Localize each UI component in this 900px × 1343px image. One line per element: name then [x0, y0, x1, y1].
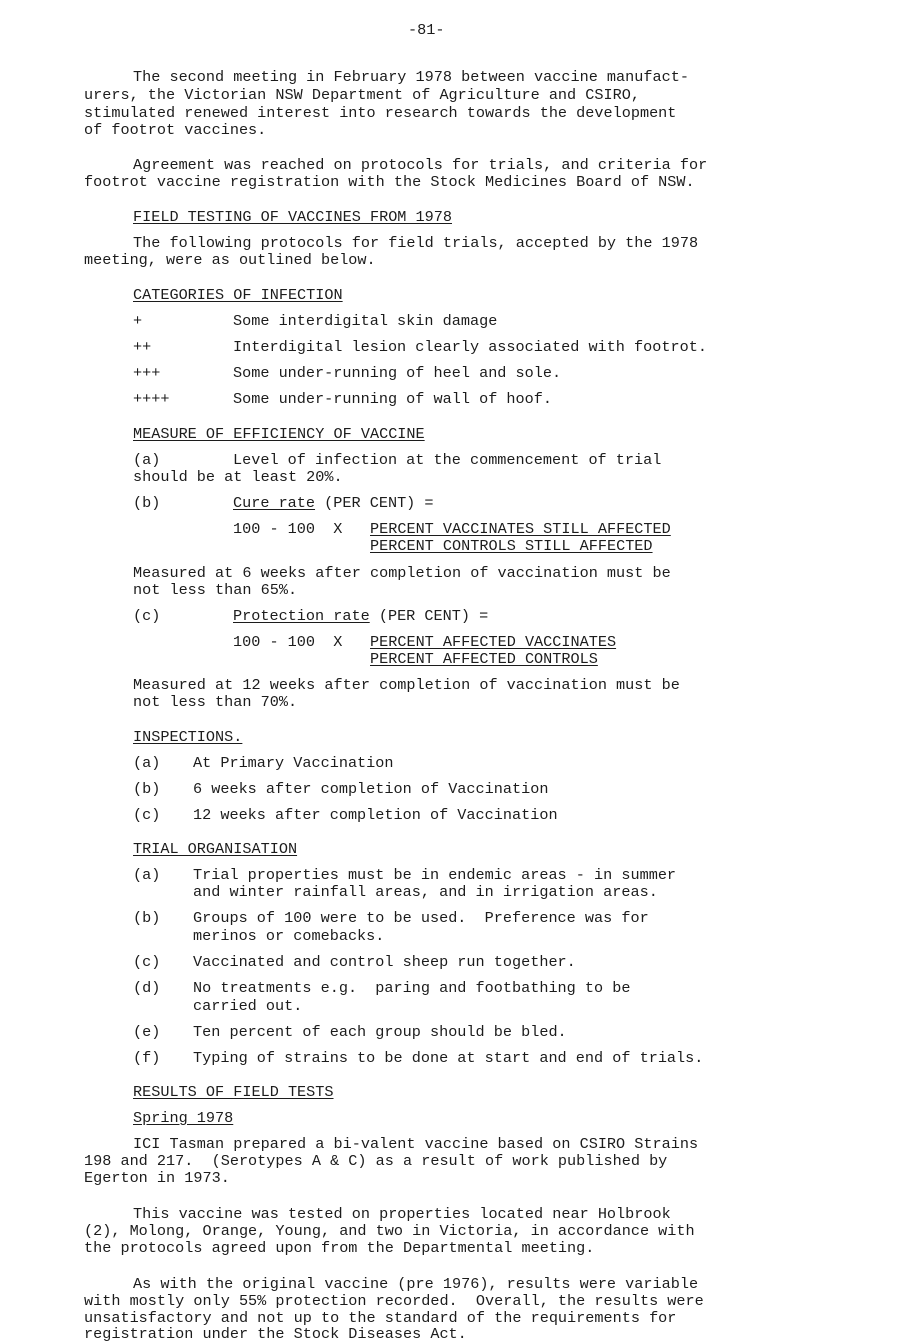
item-label: (d) — [133, 979, 161, 997]
item-text: and winter rainfall areas, and in irrigation areas. — [193, 883, 658, 901]
item-label: (a) — [133, 866, 161, 884]
text-line: not less than 70%. — [133, 693, 298, 711]
category-text: Interdigital lesion clearly associated with footrot. — [233, 338, 707, 356]
text-line: footrot vaccine registration with the Stock Medicines Board of NSW. — [84, 173, 695, 191]
section-heading-results: RESULTS OF FIELD TESTS — [133, 1083, 334, 1101]
page-number: -81- — [408, 21, 445, 39]
section-heading-field-testing: FIELD TESTING OF VACCINES FROM 1978 — [133, 208, 452, 226]
item-text: carried out. — [193, 997, 303, 1015]
text-line: ICI Tasman prepared a bi-valent vaccine based on CSIRO Strains — [133, 1135, 699, 1153]
formula-prefix: 100 - 100 X — [233, 520, 343, 538]
protection-rate-line — [233, 608, 488, 625]
item-text: No treatments e.g. paring and footbathing to be — [193, 979, 631, 997]
text-line: of footrot vaccines. — [84, 121, 267, 139]
section-heading-measure: MEASURE OF EFFICIENCY OF VACCINE — [133, 425, 425, 443]
text-line: This vaccine was tested on properties located near Holbrook — [133, 1205, 671, 1223]
cure-rate-unit: (PER CENT) = — [324, 494, 434, 512]
item-text: At Primary Vaccination — [193, 754, 394, 772]
item-label: (b) — [133, 494, 161, 512]
item-label: (b) — [133, 909, 161, 927]
text-line: The following protocols for field trials, accepted by the 1978 — [133, 234, 699, 252]
item-text: merinos or comebacks. — [193, 927, 385, 945]
text-line: stimulated renewed interest into research towards the development — [84, 104, 677, 122]
item-text: Typing of strains to be done at start and end of trials. — [193, 1049, 704, 1067]
text-line: Agreement was reached on protocols for trials, and criteria for — [133, 156, 708, 174]
text-line: Egerton in 1973. — [84, 1169, 230, 1187]
item-text: Vaccinated and control sheep run together. — [193, 953, 576, 971]
text-line: unsatisfactory and not up to the standard of the requirements for — [84, 1309, 677, 1327]
category-text: Some under-running of wall of hoof. — [233, 390, 552, 408]
formula-numerator: PERCENT VACCINATES STILL AFFECTED — [370, 520, 671, 538]
item-label: (a) — [133, 451, 161, 469]
text-line: registration under the Stock Diseases Act. — [84, 1325, 467, 1343]
item-text: Groups of 100 were to be used. Preference was for — [193, 909, 649, 927]
category-symbol: +++ — [133, 364, 161, 382]
text-line: not less than 65%. — [133, 581, 298, 599]
protection-rate-unit: (PER CENT) = — [378, 607, 489, 625]
formula-denominator: PERCENT CONTROLS STILL AFFECTED — [370, 537, 653, 555]
item-label: (c) — [133, 607, 161, 625]
item-label: (b) — [133, 780, 161, 798]
subheading-spring: Spring 1978 — [133, 1109, 234, 1127]
section-heading-categories: CATEGORIES OF INFECTION — [133, 286, 343, 304]
section-heading-trial-organisation: TRIAL ORGANISATION — [133, 840, 298, 858]
text-line: the protocols agreed upon from the Departmental meeting. — [84, 1239, 595, 1257]
cure-rate-term: Cure rate — [233, 494, 316, 512]
text-line: 198 and 217. (Serotypes A & C) as a result of work published by — [84, 1152, 668, 1170]
item-label: (a) — [133, 754, 161, 772]
category-text: Some interdigital skin damage — [233, 312, 498, 330]
formula-denominator: PERCENT AFFECTED CONTROLS — [370, 650, 598, 668]
item-text: 12 weeks after completion of Vaccination — [193, 806, 558, 824]
item-text: 6 weeks after completion of Vaccination — [193, 780, 549, 798]
formula-numerator: PERCENT AFFECTED VACCINATES — [370, 633, 617, 651]
category-text: Some under-running of heel and sole. — [233, 364, 562, 382]
cure-rate-line — [233, 495, 434, 512]
section-heading-inspections: INSPECTIONS. — [133, 728, 243, 746]
formula-prefix: 100 - 100 X — [233, 633, 343, 651]
category-symbol: ++ — [133, 338, 152, 356]
item-text: Level of infection at the commencement of trial — [233, 451, 662, 469]
text-line: The second meeting in February 1978 between vaccine manufact- — [133, 68, 689, 86]
item-text: Ten percent of each group should be bled. — [193, 1023, 567, 1041]
text-line: Measured at 12 weeks after completion of vaccination must be — [133, 676, 680, 694]
item-text: should be at least 20%. — [133, 468, 343, 486]
text-line: meeting, were as outlined below. — [84, 251, 376, 269]
protection-rate-term: Protection rate — [233, 607, 370, 625]
category-symbol: ++++ — [133, 390, 170, 408]
category-symbol: + — [133, 312, 143, 330]
item-label: (c) — [133, 806, 161, 824]
item-label: (f) — [133, 1049, 161, 1067]
text-line: Measured at 6 weeks after completion of vaccination must be — [133, 564, 671, 582]
item-text: Trial properties must be in endemic areas - in summer — [193, 866, 677, 884]
item-label: (c) — [133, 953, 161, 971]
text-line: with mostly only 55% protection recorded. Overall, the results were — [84, 1292, 704, 1310]
text-line: As with the original vaccine (pre 1976), results were variable — [133, 1275, 699, 1293]
text-line: (2), Molong, Orange, Young, and two in Victoria, in accordance with — [84, 1222, 695, 1240]
item-label: (e) — [133, 1023, 161, 1041]
text-line: urers, the Victorian NSW Department of Agriculture and CSIRO, — [84, 86, 640, 104]
